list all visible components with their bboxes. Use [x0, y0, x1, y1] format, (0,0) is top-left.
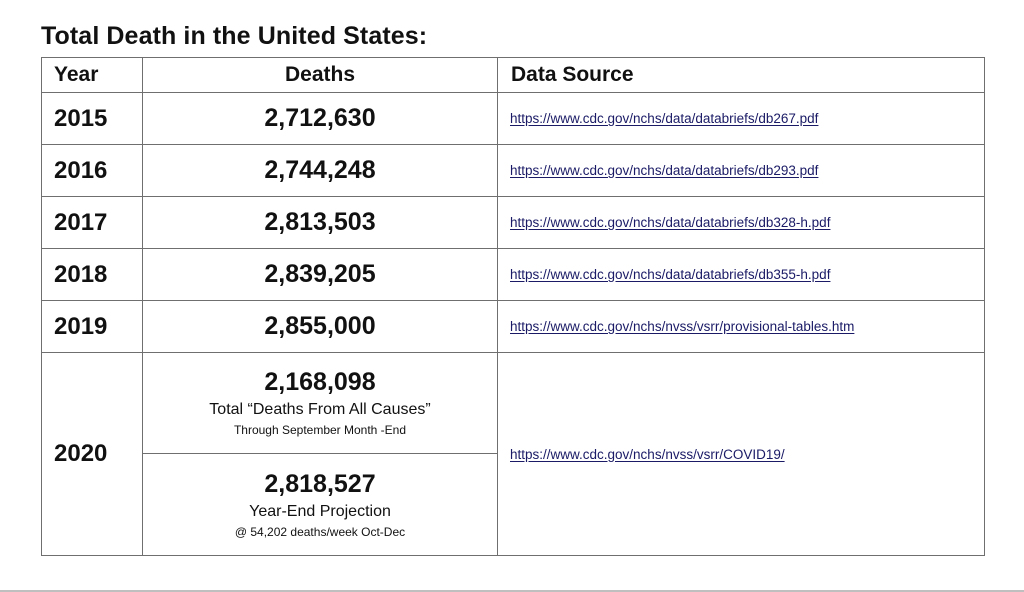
deaths-2020-total-label: Total “Deaths From All Causes” — [209, 401, 431, 418]
source-link[interactable]: https://www.cdc.gov/nchs/data/databriefs/db355-h.pdf — [510, 267, 831, 282]
deaths-cell-2020-total — [143, 353, 498, 454]
table-row — [42, 93, 985, 145]
deaths-cell: 2,855,000 — [143, 301, 498, 353]
deaths-2020-total-value: 2,168,098 — [264, 368, 376, 396]
deaths-table — [41, 57, 985, 556]
page-title: Total Death in the United States: — [41, 22, 428, 50]
source-link[interactable]: https://www.cdc.gov/nchs/data/databriefs/db293.pdf — [510, 163, 819, 178]
header-deaths: Deaths — [143, 58, 498, 93]
source-cell — [498, 145, 985, 197]
table-row — [42, 249, 985, 301]
header-year: Year — [42, 58, 143, 93]
deaths-cell: 2,839,205 — [143, 249, 498, 301]
deaths-2020-projection-value: 2,818,527 — [264, 469, 376, 498]
source-cell — [498, 249, 985, 301]
deaths-2020-total-note: Through September Month -End — [233, 423, 407, 437]
source-link[interactable]: https://www.cdc.gov/nchs/nvss/vsrr/provisional-tables.htm — [510, 319, 855, 334]
year-cell: 2019 — [42, 301, 143, 353]
deaths-2020-projection-label: Year-End Projection — [249, 502, 391, 520]
source-link[interactable]: https://www.cdc.gov/nchs/data/databriefs/db328-h.pdf — [510, 215, 831, 230]
table-row — [42, 301, 985, 353]
deaths-cell-2020-projection — [143, 454, 498, 556]
source-link-2020[interactable]: https://www.cdc.gov/nchs/nvss/vsrr/COVID19/ — [510, 446, 785, 462]
deaths-cell: 2,744,248 — [143, 145, 498, 197]
table-row — [42, 197, 985, 249]
table-header-row — [42, 58, 985, 93]
year-cell: 2018 — [42, 249, 143, 301]
deaths-2020-projection-note: @ 54,202 deaths/week Oct-Dec — [234, 524, 406, 539]
year-cell: 2015 — [42, 93, 143, 145]
source-link[interactable]: https://www.cdc.gov/nchs/data/databriefs/db267.pdf — [510, 111, 819, 126]
source-cell — [498, 301, 985, 353]
year-cell: 2017 — [42, 197, 143, 249]
deaths-cell: 2,712,630 — [143, 93, 498, 145]
source-cell — [498, 197, 985, 249]
table-row — [42, 145, 985, 197]
source-cell — [498, 93, 985, 145]
year-cell: 2016 — [42, 145, 143, 197]
deaths-cell: 2,813,503 — [143, 197, 498, 249]
table-row-2020 — [42, 353, 985, 454]
header-data-source: Data Source — [498, 58, 985, 93]
source-cell-2020 — [498, 353, 985, 556]
year-cell-2020: 2020 — [42, 353, 143, 556]
